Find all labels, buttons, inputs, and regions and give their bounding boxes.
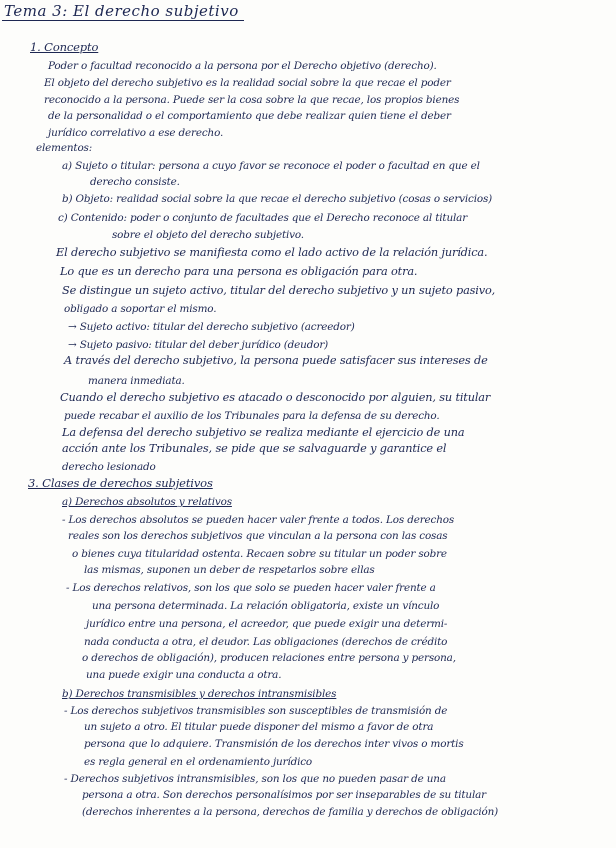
text-line: Se distingue un sujeto activo, titular del derecho subjetivo y un sujeto pasivo, — [62, 284, 496, 297]
text-line: las mismas, suponen un deber de respetarlos sobre ellas — [84, 564, 375, 576]
element-a-line: a) Sujeto o titular: persona a cuyo favor se reconoce el poder o facultad en que el — [62, 160, 480, 172]
text-line: elementos: — [36, 142, 93, 154]
text-line: jurídico entre una persona, el acreedor, que puede exigir una determi- — [86, 618, 448, 630]
arrow-item-active: → Sujeto activo: titular del derecho subjetivo (acreedor) — [68, 321, 355, 333]
text-line: un sujeto a otro. El titular puede disponer del mismo a favor de otra — [84, 721, 434, 733]
text-line: obligado a soportar el mismo. — [64, 303, 217, 315]
text-line: o derechos de obligación), producen relaciones entre persona y persona, — [82, 652, 456, 664]
text-line: o bienes cuya titularidad ostenta. Recaen sobre su titular un poder sobre — [72, 548, 447, 560]
text-line: (derechos inherentes a la persona, derechos de familia y derechos de obligación) — [82, 806, 499, 818]
text-line: - Los derechos relativos, son los que solo se pueden hacer valer frente a — [66, 582, 436, 594]
text-line: El derecho subjetivo se manifiesta como el lado activo de la relación jurídica. — [56, 246, 488, 259]
text-line: acción ante los Tribunales, se pide que se salvaguarde y garantice el — [62, 442, 447, 455]
element-c-line: c) Contenido: poder o conjunto de facultades que el Derecho reconoce al titular — [58, 212, 468, 224]
text-line: El objeto del derecho subjetivo es la realidad social sobre la que recae el poder — [44, 77, 451, 89]
page-title: Tema 3: El derecho subjetivo — [4, 2, 239, 20]
subsection-b-heading: b) Derechos transmisibles y derechos intransmisibles — [62, 688, 337, 700]
text-line: derecho consiste. — [90, 176, 180, 188]
text-line: A través del derecho subjetivo, la persona puede satisfacer sus intereses de — [64, 354, 488, 367]
text-line: sobre el objeto del derecho subjetivo. — [112, 229, 304, 241]
text-line: persona que lo adquiere. Transmisión de los derechos inter vivos o mortis — [84, 738, 464, 750]
text-line: Cuando el derecho subjetivo es atacado o desconocido por alguien, su titular — [60, 391, 491, 404]
text-line: una persona determinada. La relación obligatoria, existe un vínculo — [92, 600, 440, 612]
text-line: Poder o facultad reconocido a la persona por el Derecho objetivo (derecho). — [48, 60, 437, 72]
text-line: - Los derechos subjetivos transmisibles son susceptibles de transmisión de — [64, 705, 448, 717]
text-line: reconocido a la persona. Puede ser la cosa sobre la que recae, los propios bienes — [44, 94, 460, 106]
title-underline — [2, 20, 244, 21]
text-line: - Derechos subjetivos intransmisibles, son los que no pueden pasar de una — [64, 773, 446, 785]
section-3-heading: 3. Clases de derechos subjetivos — [28, 476, 213, 490]
text-line: derecho lesionado — [62, 461, 156, 473]
text-line: La defensa del derecho subjetivo se realiza mediante el ejercicio de una — [62, 426, 465, 439]
arrow-item-passive: → Sujeto pasivo: titular del deber jurídico (deudor) — [68, 339, 329, 351]
text-line: manera inmediata. — [88, 375, 185, 387]
text-line: nada conducta a otra, el deudor. Las obligaciones (derechos de crédito — [84, 636, 448, 648]
element-b-line: b) Objeto: realidad social sobre la que recae el derecho subjetivo (cosas o servicios) — [62, 193, 493, 205]
text-line: puede recabar el auxilio de los Tribunales para la defensa de su derecho. — [64, 410, 440, 422]
section-1-heading: 1. Concepto — [30, 40, 99, 54]
text-line: persona a otra. Son derechos personalísimos por ser inseparables de su titular — [82, 789, 486, 801]
text-line: es regla general en el ordenamiento jurídico — [84, 756, 313, 768]
subsection-a-heading: a) Derechos absolutos y relativos — [62, 496, 232, 508]
text-line: una puede exigir una conducta a otra. — [86, 669, 282, 681]
text-line: - Los derechos absolutos se pueden hacer valer frente a todos. Los derechos — [62, 514, 455, 526]
text-line: reales son los derechos subjetivos que vinculan a la persona con las cosas — [68, 530, 448, 542]
text-line: Lo que es un derecho para una persona es obligación para otra. — [60, 265, 418, 278]
text-line: jurídico correlativo a ese derecho. — [48, 127, 224, 139]
text-line: de la personalidad o el comportamiento que debe realizar quien tiene el deber — [48, 110, 451, 122]
